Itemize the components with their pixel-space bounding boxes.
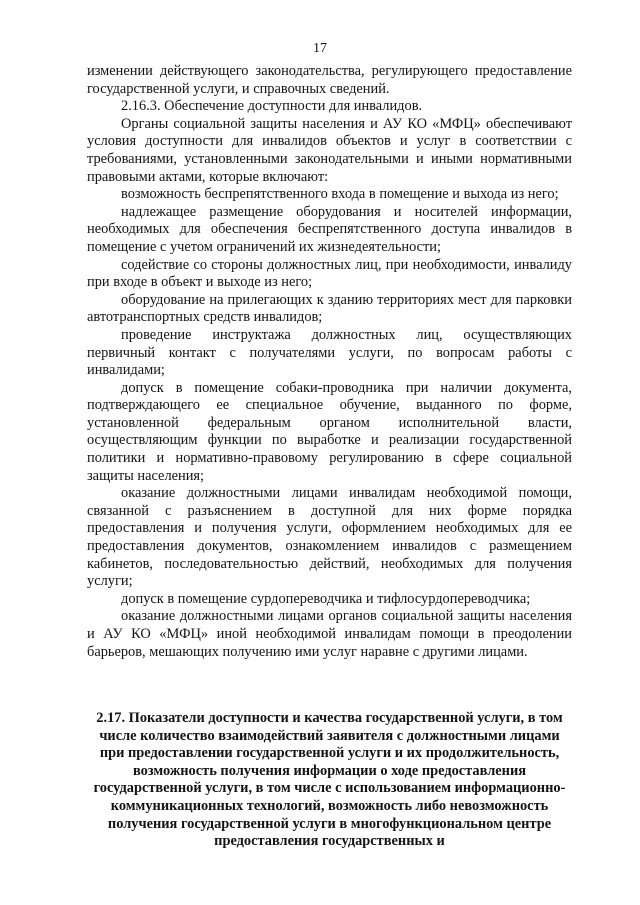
page-number: 17 bbox=[313, 41, 327, 56]
paragraph-intro: Органы социальной защиты населения и АУ КО «МФЦ» обеспечивают условия доступности для инвалидов объектов и услуг в соответствии с требованиями, установленными законодательными и иными нормативными правовыми актами, которые включают: bbox=[87, 115, 572, 185]
list-item-guide-dog: допуск в помещение собаки-проводника при наличии документа, подтверждающего ее специальное обучение, выданного по форме, установленной федеральным органом исполнительной власти, осуществляющим функции по выработке и реализации государственной политики и нормативно-правовому регулированию в сфере социальной защиты населения; bbox=[87, 379, 572, 484]
paragraph-continuation: изменении действующего законодательства, регулирующего предоставление государственной услуги, и справочных сведений. bbox=[87, 63, 572, 97]
list-item-assistance: содействие со стороны должностных лиц, при необходимости, инвалиду при входе в объект и выходе из него; bbox=[87, 256, 572, 291]
list-item-parking: оборудование на прилегающих к зданию территориях мест для парковки автотранспортных средств инвалидов; bbox=[87, 291, 572, 326]
list-item-instruction: проведение инструктажа должностных лиц, осуществляющих первичный контакт с получателями услуги, по вопросам работы с инвалидами; bbox=[87, 326, 572, 379]
list-item-entrance: возможность беспрепятственного входа в помещение и выхода из него; bbox=[121, 186, 559, 203]
list-item-equipment: надлежащее размещение оборудования и носителей информации, необходимых для обеспечения беспрепятственного доступа инвалидов в помещение с учетом ограничений их жизнедеятельности; bbox=[87, 203, 572, 255]
section-heading: 2.17. Показатели доступности и качества государственной услуги, в том числе количество взаимодействий заявителя с должностными лицами при предоставлении государственной услуги и их продолжительность, возможность получения информации о ходе предоставления государственной услуги, в том числе с использованием информационно-коммуникационных технологий, возможность либо невозможность получения государственной услуги в многофункциональном центре предоставления государственных и bbox=[93, 710, 566, 850]
subsection-title: 2.16.3. Обеспечение доступности для инвалидов. bbox=[121, 98, 423, 115]
list-item-help: оказание должностными лицами инвалидам необходимой помощи, связанной с разъяснением в доступной для них форме порядка предоставления и получения услуги, оформлением необходимых для ее предоставления документов, ознакомлением инвалидов с размещением кабинетов, последовательностью действий, необходимых для получения услуги; bbox=[87, 485, 572, 590]
list-item-other-help: оказание должностными лицами органов социальной защиты населения и АУ КО «МФЦ» иной необходимой инвалидам помощи в преодолении барьеров, мешающих получению ими услуг наравне с другими лицами. bbox=[87, 608, 572, 660]
list-item-interpreter: допуск в помещение сурдопереводчика и тифлосурдопереводчика; bbox=[121, 590, 531, 607]
document-body bbox=[87, 63, 572, 661]
